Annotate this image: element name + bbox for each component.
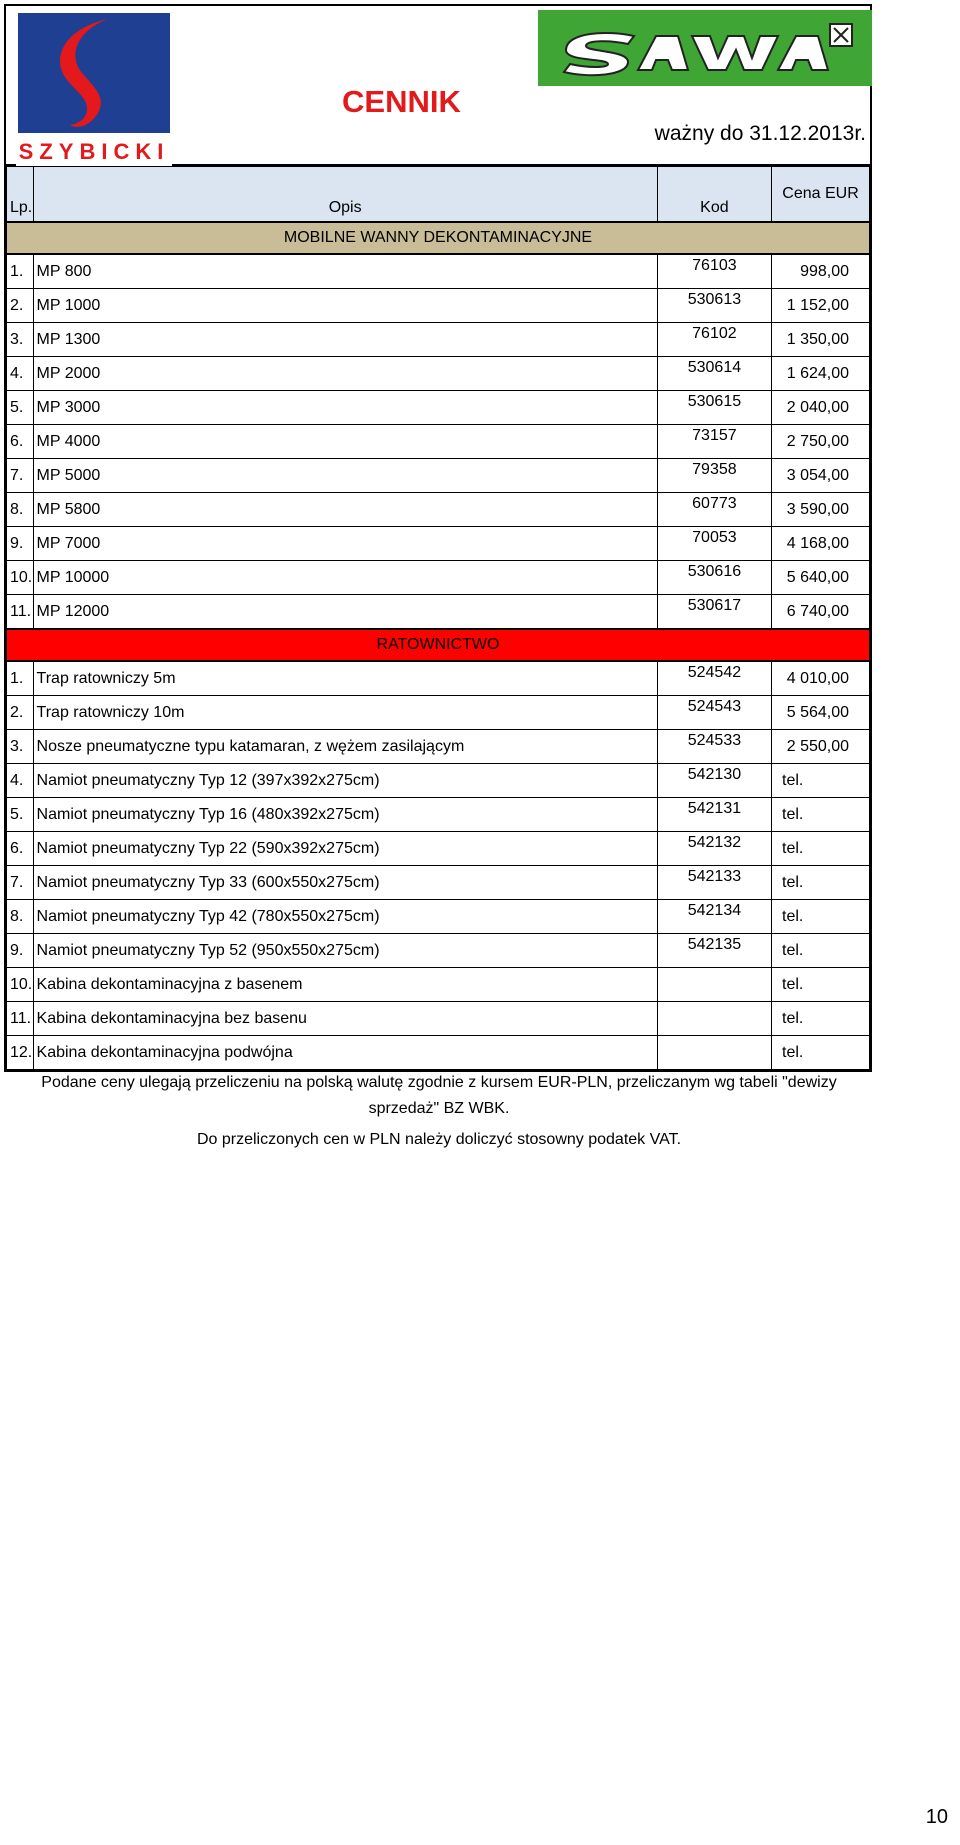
row-price: tel. <box>772 968 871 1002</box>
row-lp: 1. <box>6 661 34 696</box>
row-price: 1 624,00 <box>772 357 871 391</box>
row-code: 542133 <box>657 866 771 900</box>
row-code <box>657 1036 771 1071</box>
valid-until-text: ważny do 31.12.2013r. <box>654 122 866 145</box>
row-description: Trap ratowniczy 10m <box>33 696 657 730</box>
row-price: tel. <box>772 934 871 968</box>
section-decon-body <box>6 254 871 629</box>
row-code: 542130 <box>657 764 771 798</box>
table-row <box>6 595 871 630</box>
szybicki-logo-text: SZYBICKI <box>18 139 170 164</box>
row-lp: 7. <box>6 866 34 900</box>
row-code: 73157 <box>657 425 771 459</box>
price-table <box>4 164 872 1072</box>
table-row <box>6 323 871 357</box>
table-row <box>6 866 871 900</box>
table-row <box>6 934 871 968</box>
row-lp: 1. <box>6 254 34 289</box>
table-row <box>6 493 871 527</box>
row-code: 530617 <box>657 595 771 630</box>
row-description: MP 1300 <box>33 323 657 357</box>
row-lp: 6. <box>6 832 34 866</box>
row-price: 5 640,00 <box>772 561 871 595</box>
column-header-opis: Opis <box>33 166 657 223</box>
row-code: 542135 <box>657 934 771 968</box>
row-code <box>657 1002 771 1036</box>
exchange-note: Podane ceny ulegają przeliczeniu na polską walutę zgodnie z kursem EUR-PLN, przeliczanym wg tabeli "dewizy sprzedaż" BZ WBK. <box>41 1074 837 1117</box>
row-code: 530615 <box>657 391 771 425</box>
row-code: 524542 <box>657 661 771 696</box>
row-code: 542131 <box>657 798 771 832</box>
row-description: MP 800 <box>33 254 657 289</box>
row-code: 530614 <box>657 357 771 391</box>
table-header-row <box>6 166 871 223</box>
section-header-row <box>6 629 871 661</box>
row-price: tel. <box>772 832 871 866</box>
row-lp: 4. <box>6 764 34 798</box>
page-number: 10 <box>925 1806 948 1828</box>
row-description: MP 5000 <box>33 459 657 493</box>
table-row <box>6 459 871 493</box>
row-code: 79358 <box>657 459 771 493</box>
row-lp: 4. <box>6 357 34 391</box>
row-price: 998,00 <box>772 254 871 289</box>
row-description: Namiot pneumatyczny Typ 52 (950x550x275cm) <box>33 934 657 968</box>
table-row <box>6 254 871 289</box>
table-row <box>6 357 871 391</box>
row-lp: 12. <box>6 1036 34 1071</box>
row-lp: 8. <box>6 900 34 934</box>
row-price: 2 550,00 <box>772 730 871 764</box>
szybicki-logo <box>16 11 172 166</box>
table-row <box>6 730 871 764</box>
row-description: Nosze pneumatyczne typu katamaran, z wężem zasilającym <box>33 730 657 764</box>
row-description: Kabina dekontaminacyjna z basenem <box>33 968 657 1002</box>
header <box>4 4 872 164</box>
table-row <box>6 425 871 459</box>
row-lp: 11. <box>6 1002 34 1036</box>
row-lp: 6. <box>6 425 34 459</box>
row-description: Namiot pneumatyczny Typ 12 (397x392x275cm) <box>33 764 657 798</box>
row-lp: 5. <box>6 798 34 832</box>
row-code: 70053 <box>657 527 771 561</box>
row-price: tel. <box>772 866 871 900</box>
row-lp: 7. <box>6 459 34 493</box>
table-row <box>6 561 871 595</box>
section-rescue-body <box>6 661 871 1071</box>
row-code: 524533 <box>657 730 771 764</box>
row-lp: 5. <box>6 391 34 425</box>
row-lp: 10. <box>6 968 34 1002</box>
row-description: Namiot pneumatyczny Typ 16 (480x392x275cm) <box>33 798 657 832</box>
table-row <box>6 968 871 1002</box>
table-row <box>6 1036 871 1071</box>
row-price: 5 564,00 <box>772 696 871 730</box>
row-lp: 10. <box>6 561 34 595</box>
row-code: 524543 <box>657 696 771 730</box>
row-description: Namiot pneumatyczny Typ 33 (600x550x275cm) <box>33 866 657 900</box>
price-list-sheet <box>4 4 872 1072</box>
row-lp: 9. <box>6 934 34 968</box>
row-lp: 9. <box>6 527 34 561</box>
row-description: MP 2000 <box>33 357 657 391</box>
row-description: Kabina dekontaminacyjna bez basenu <box>33 1002 657 1036</box>
row-code: 530616 <box>657 561 771 595</box>
table-row <box>6 289 871 323</box>
row-price: tel. <box>772 900 871 934</box>
vat-note: Do przeliczonych cen w PLN należy doliczyć stosowny podatek VAT. <box>196 1131 682 1148</box>
row-description: Kabina dekontaminacyjna podwójna <box>33 1036 657 1071</box>
row-description: Namiot pneumatyczny Typ 42 (780x550x275cm) <box>33 900 657 934</box>
table-row <box>6 391 871 425</box>
row-description: MP 4000 <box>33 425 657 459</box>
table-row <box>6 900 871 934</box>
row-lp: 8. <box>6 493 34 527</box>
row-price: 2 750,00 <box>772 425 871 459</box>
row-description: MP 12000 <box>33 595 657 630</box>
row-price: tel. <box>772 764 871 798</box>
row-lp: 2. <box>6 289 34 323</box>
section-header-row <box>6 222 871 254</box>
row-description: MP 5800 <box>33 493 657 527</box>
table-row <box>6 527 871 561</box>
table-row <box>6 696 871 730</box>
row-code: 542132 <box>657 832 771 866</box>
row-description: MP 7000 <box>33 527 657 561</box>
table-row <box>6 832 871 866</box>
row-code: 76103 <box>657 254 771 289</box>
row-description: Trap ratowniczy 5m <box>33 661 657 696</box>
row-description: MP 3000 <box>33 391 657 425</box>
row-code: 542134 <box>657 900 771 934</box>
column-header-lp: Lp. <box>6 166 34 223</box>
section-title-decon: MOBILNE WANNY DEKONTAMINACYJNE <box>6 222 871 254</box>
row-price: tel. <box>772 1036 871 1071</box>
row-lp: 3. <box>6 323 34 357</box>
row-lp: 2. <box>6 696 34 730</box>
row-lp: 11. <box>6 595 34 630</box>
page-title: CENNIK <box>342 84 461 119</box>
row-price: tel. <box>772 1002 871 1036</box>
row-price: 3 054,00 <box>772 459 871 493</box>
section-title-rescue: RATOWNICTWO <box>6 629 871 661</box>
row-code <box>657 968 771 1002</box>
table-row <box>6 1002 871 1036</box>
row-price: 3 590,00 <box>772 493 871 527</box>
row-description: MP 10000 <box>33 561 657 595</box>
row-price: 1 152,00 <box>772 289 871 323</box>
column-header-cena: Cena EUR <box>772 166 871 223</box>
row-price: 4 168,00 <box>772 527 871 561</box>
table-row <box>6 798 871 832</box>
row-price: 2 040,00 <box>772 391 871 425</box>
row-lp: 3. <box>6 730 34 764</box>
row-price: 4 010,00 <box>772 661 871 696</box>
row-price: 1 350,00 <box>772 323 871 357</box>
table-row <box>6 661 871 696</box>
row-description: Namiot pneumatyczny Typ 22 (590x392x275cm) <box>33 832 657 866</box>
column-header-kod: Kod <box>657 166 771 223</box>
row-code: 60773 <box>657 493 771 527</box>
row-description: MP 1000 <box>33 289 657 323</box>
row-price: 6 740,00 <box>772 595 871 630</box>
table-row <box>6 764 871 798</box>
row-price: tel. <box>772 798 871 832</box>
row-code: 530613 <box>657 289 771 323</box>
row-code: 76102 <box>657 323 771 357</box>
sawa-logo <box>538 10 872 86</box>
